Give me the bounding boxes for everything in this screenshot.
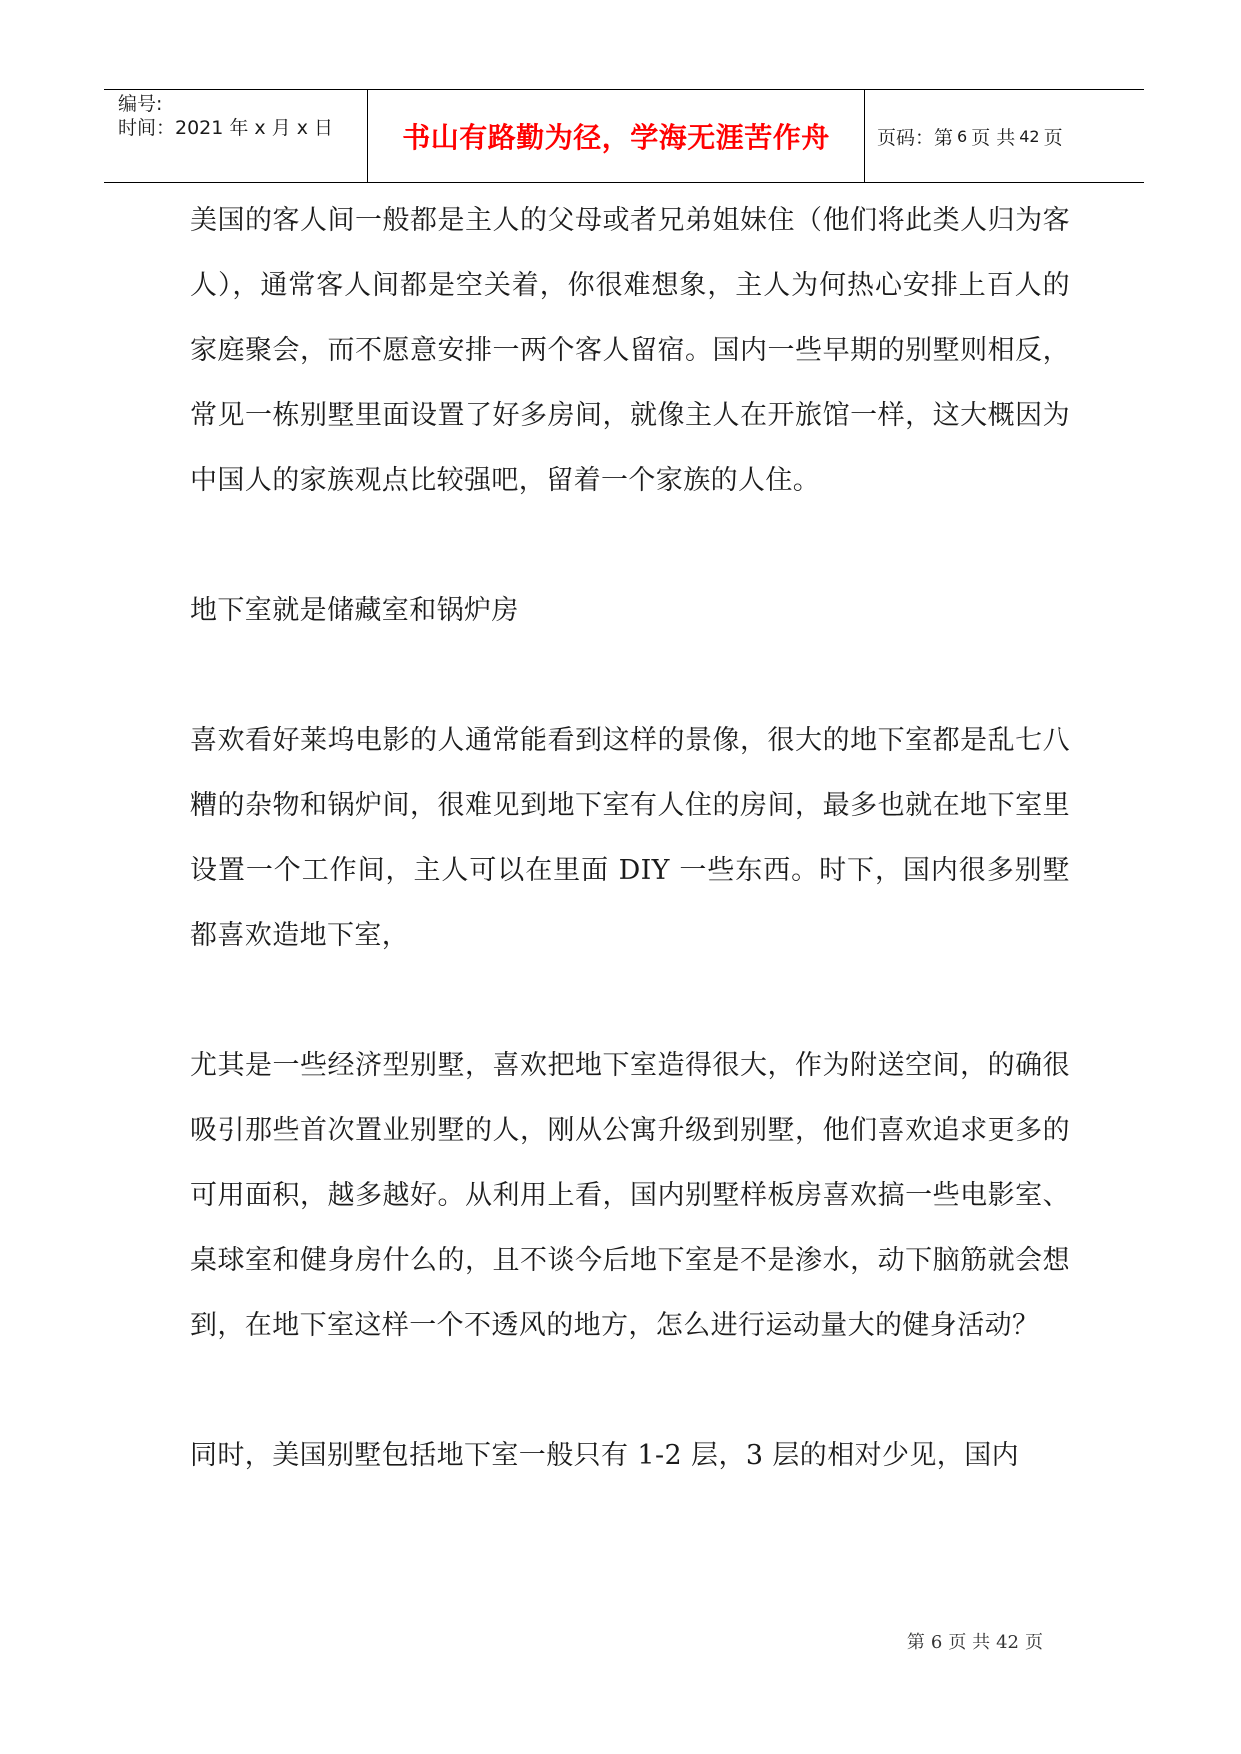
paragraph: 同时，美国别墅包括地下室一般只有 1-2 层，3 层的相对少见，国内 <box>190 1440 1020 1471</box>
section-heading: 地下室就是储藏室和锅炉房 <box>190 595 519 626</box>
footer-page-suffix: 页 <box>1025 1632 1043 1653</box>
page-header <box>104 89 1144 183</box>
document-time: 时间：2021 年 x 月 x 日 <box>118 117 334 139</box>
header-page-suffix: 页 <box>1043 126 1063 149</box>
footer-page-prefix: 第 <box>906 1632 925 1653</box>
paragraph: 喜欢看好莱坞电影的人通常能看到这样的景像，很大的地下室都是乱七八糟的杂物和锅炉间，很难见到地下室有人住的房间，最多也就在地下室里设置一个工作间，主人可以在里面 DIY 一些东西。时下，国内很多别墅都喜欢造地下室， <box>190 725 1070 951</box>
header-page-current: 6 <box>957 126 968 146</box>
header-page-mid: 页 共 <box>971 126 1016 149</box>
footer-page-total: 42 <box>996 1632 1019 1653</box>
header-motto-cell <box>368 90 865 182</box>
footer-page-current: 6 <box>930 1632 943 1653</box>
header-page-cell <box>865 90 1144 182</box>
document-body <box>190 188 1070 1488</box>
header-page-prefix: 页码：第 <box>877 126 954 149</box>
header-motto: 书山有路勤为径，学海无涯苦作舟 <box>402 121 830 154</box>
page-footer <box>904 1628 1046 1654</box>
paragraph: 美国的客人间一般都是主人的父母或者兄弟姐妹住（他们将此类人归为客人），通常客人间都是空关着，你很难想象，主人为何热心安排上百人的家庭聚会，而不愿意安排一两个客人留宿。国内一些早期的别墅则相反，常见一栋别墅里面设置了好多房间，就像主人在开旅馆一样，这大概因为中国人的家族观点比较强吧，留着一个家族的人住。 <box>190 205 1070 496</box>
header-page-total: 42 <box>1019 126 1040 146</box>
paragraph: 尤其是一些经济型别墅，喜欢把地下室造得很大，作为附送空间，的确很吸引那些首次置业别墅的人，刚从公寓升级到别墅，他们喜欢追求更多的可用面积，越多越好。从利用上看，国内别墅样板房喜欢搞一些电影室、桌球室和健身房什么的，且不谈今后地下室是不是渗水，动下脑筋就会想到，在地下室这样一个不透风的地方，怎么进行运动量大的健身活动？ <box>190 1050 1070 1341</box>
document-number-label: 编号: <box>118 93 163 115</box>
footer-page-mid: 页 共 <box>948 1632 991 1653</box>
header-info-cell <box>104 90 368 182</box>
